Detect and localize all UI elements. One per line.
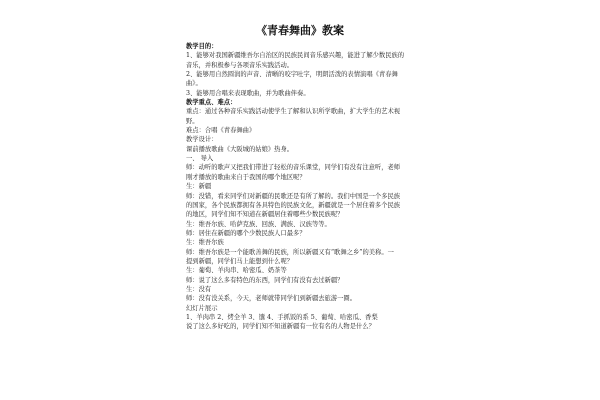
section-heading: 教学目的： xyxy=(186,43,218,50)
text-line: 课前播放歌曲《大阪城的姑娘》热身。 xyxy=(186,145,294,153)
text-line: 幻灯片展示 xyxy=(186,304,218,312)
text-line: 难点：合唱《青春舞曲》 xyxy=(186,127,256,135)
text-line: 1、羊肉串 2、烤全羊 3、馕 4、手抓饭的系 5、葡萄、哈密瓜、香梨 xyxy=(186,313,378,321)
text-line: 师：没有没关系，今天，老师就带同学们到新疆去旅游一圈。 xyxy=(186,295,357,303)
text-line: 师：没错，看来同学们对新疆的民歌还是有所了解的。我们中国是一个多民族 xyxy=(186,192,401,200)
text-line: 师：动听的歌声又把我们带进了轻松的音乐课堂，同学们有没有注意听，老师 xyxy=(186,164,401,172)
text-line: 生：维吾尔族 xyxy=(186,239,224,247)
text-line: 2、能够用自然圆润的声音、清晰的咬字吐字，明朗活泼的表情演唱《青春舞 xyxy=(186,71,398,79)
text-line: 生：葡萄、羊肉串、哈密瓜、奶茶等 xyxy=(186,267,287,275)
text-line: 生：新疆 xyxy=(186,183,212,191)
text-line: 教学设计： xyxy=(186,136,218,144)
text-line: 重点：通过各种音乐实践活动使学生了解和认识所学歌曲，扩大学生的艺术视 xyxy=(186,108,401,116)
text-line: 1、能够对我国新疆维吾尔自治区的民族民间音乐感兴趣，能进了解少数民族的 xyxy=(186,52,405,60)
text-line: 师：居住在新疆的哪个少数民族人口最多？ xyxy=(186,229,306,237)
text-line: 提到新疆，同学们马上能想到什么呢？ xyxy=(186,257,294,265)
text-line: 曲》。 xyxy=(186,80,202,88)
text-line: 的国家，各个民族都拥有各具特色的民族文化，新疆就是一个居住着多个民族 xyxy=(186,201,401,209)
text-line: 说了这么多好吃的，同学们知不知道新疆有一位有名的人物是什么？ xyxy=(186,323,375,331)
section-heading: 教学重点、难点： xyxy=(186,99,237,107)
text-line: 生：维吾尔族、哈萨克族、回族、满族、汉族等等。 xyxy=(186,220,331,228)
text-line: 音乐，并积极参与各项音乐实践活动。 xyxy=(186,61,294,69)
document-body xyxy=(186,42,418,332)
text-line: 3、能够用合唱来表现歌曲，并为歌曲伴奏。 xyxy=(186,89,310,97)
text-line: 野。 xyxy=(186,117,199,125)
text-line: 的地区，同学们知不知道在新疆居住着哪些少数民族呢？ xyxy=(186,211,344,219)
text-line: 生：没有 xyxy=(186,285,212,293)
text-line: 刚才播放的歌曲来自于我国的哪个地区呢？ xyxy=(186,173,306,181)
text-line: 师：说了这么多有特色的东西，同学们有没有去过新疆？ xyxy=(186,276,344,284)
text-line: 一、 导入 xyxy=(186,155,214,163)
document-title: 《青春舞曲》教案 xyxy=(256,24,344,37)
text-line: 师：维吾尔族是一个能歌善舞的民族，所以新疆又有“歌舞之乡”的美称。一 xyxy=(186,248,394,256)
